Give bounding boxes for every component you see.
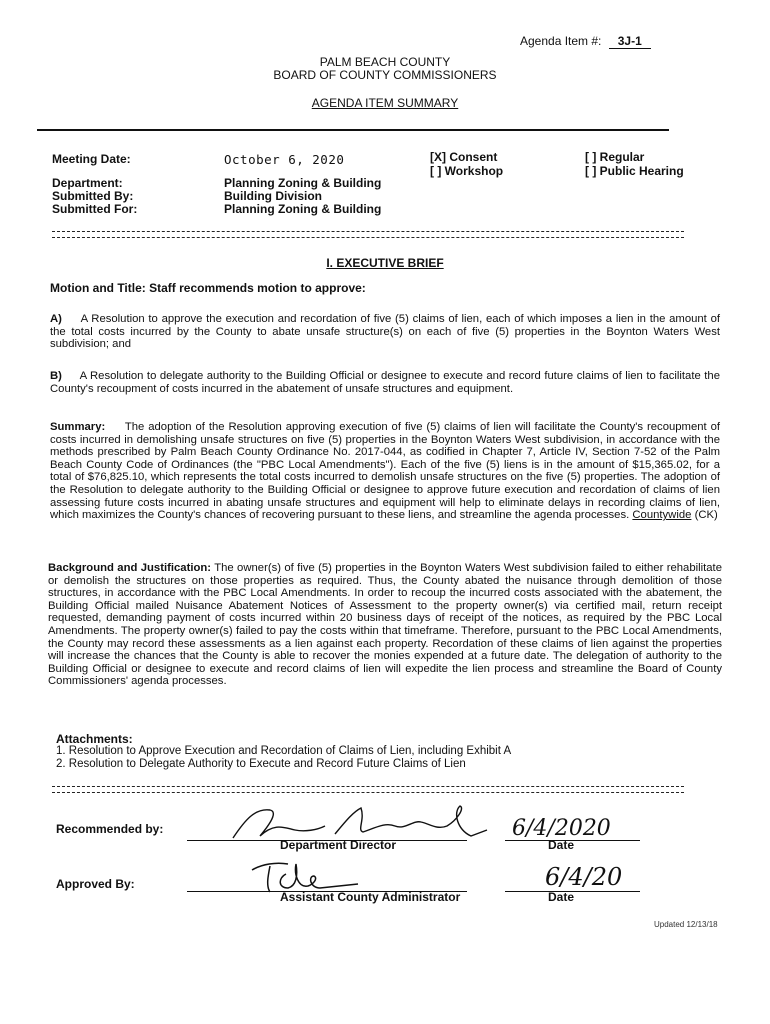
consent-checkbox: [X] Consent: [430, 150, 498, 164]
recommended-by-label: Recommended by:: [56, 822, 164, 836]
motion-b-text: A Resolution to delegate authority to the Building Official or designee to execute and record future claims of lien to facilitate the County's recoupment of costs incurred in the abatement of unsafe structures and equipment.: [50, 370, 720, 395]
org-line-2: BOARD OF COUNTY COMMISSIONERS: [273, 68, 497, 82]
motion-b-label: B): [50, 370, 62, 382]
summary-text: The adoption of the Resolution approving execution of five (5) claims of lien will facilitate the County's recoupment of costs incurred in demolishing unsafe structures on five (5) properties in the Boynton Waters West subdivision, in accordance with the methods prescribed by Palm Beach County Ordinance No. 2017-044, as codified in Chapter 7, Article IV, Section 7-52 of the Palm Beach County Code of Ordinances (the "PBC Local Amendments"). Each of the five (5) liens is in the amount of $15,365.02, for a total of $76,825.10, which represents the total costs incurred to demolish unsafe structures on the five (5) properties. The adoption of the Resolution to delegate authority to the Building Official or designee to approve future execution and recordation of claims of lien assessing future costs incurred in abating unsafe structures and equipment will help to eliminate delays in recording claims of lien, which maximizes the County's chances of recovering pursuant to these liens, and streamline the agenda processes.: [50, 421, 720, 522]
approved-date-label: Date: [548, 890, 575, 904]
meeting-date-value: October 6, 2020: [224, 152, 345, 167]
meeting-date-label: Meeting Date:: [52, 152, 131, 166]
updated-note: Updated 12/13/18: [654, 920, 718, 929]
approved-date: 6/4/20: [545, 863, 623, 891]
attachments-heading: Attachments:: [56, 732, 133, 746]
approved-title: Assistant County Administrator: [280, 890, 461, 904]
background-label: Background and Justification:: [48, 562, 212, 574]
org-line-1: PALM BEACH COUNTY: [319, 55, 451, 69]
recommended-date-label: Date: [548, 838, 575, 852]
submitted-for-label: Submitted For:: [52, 202, 138, 216]
motion-a: [50, 313, 720, 351]
public-hearing-checkbox: [ ] Public Hearing: [585, 164, 684, 178]
department-value: Planning Zoning & Building: [224, 176, 382, 190]
recommended-title: Department Director: [280, 838, 397, 852]
department-label: Department:: [52, 176, 123, 190]
summary-label: Summary:: [50, 421, 106, 433]
submitted-by-value: Building Division: [224, 189, 322, 203]
workshop-checkbox: [ ] Workshop: [430, 164, 504, 178]
summary-countywide: Countywide: [632, 509, 692, 522]
executive-brief-heading: I. EXECUTIVE BRIEF: [326, 256, 444, 270]
agenda-item-number: 3J-1: [609, 34, 651, 49]
motion-a-label: A): [50, 313, 62, 325]
motion-title: Motion and Title: Staff recommends motion to approve:: [50, 281, 366, 295]
submitted-for-value: Planning Zoning & Building: [224, 202, 382, 216]
agenda-item-label: Agenda Item #:: [520, 34, 602, 48]
agenda-item-line: [520, 34, 651, 49]
motion-a-text: A Resolution to approve the execution and recordation of five (5) claims of lien, each of which imposes a lien in the amount of the total costs incurred by the County to abate unsafe structure(s) on each of five (5) properties in the Boynton Waters West subdivision; and: [50, 313, 720, 351]
summary-paragraph: [50, 421, 720, 522]
attachment-item: 2. Resolution to Delegate Authority to Execute and Record Future Claims of Lien: [56, 758, 466, 770]
background-paragraph: [48, 562, 722, 688]
regular-checkbox: [ ] Regular: [585, 150, 645, 164]
director-signature: [225, 800, 495, 842]
header-rule: [37, 129, 669, 131]
background-text: The owner(s) of five (5) properties in the Boynton Waters West subdivision failed to either rehabilitate or demolish the structures on those properties as required. Thus, the County abated the nuisance through demolition of those structures, in accordance with the PBC Local Amendments. In order to recoup the incurred costs associated with the abatement, the Building Official mailed Nuisance Abatement Notices of Assessment to the property owner(s) via certified mail, return receipt requested, demanding payment of costs incurred within 20 business days of receipt of the notices, as required by the PBC Local Amendments. The property owner(s) failed to pay the costs within that timeframe. Therefore, pursuant to the PBC Local Amendments, the County may record these assessments as a lien against each property. Recordation of these claims of lien against the properties will increase the chances that the County is able to recover the monies expended at a future date. The delegation of authority to the Building Official or designee to execute and record claims of lien will expedite the lien process and streamline the Board of County Commissioners' agenda processes.: [48, 562, 722, 688]
page-title: AGENDA ITEM SUMMARY: [311, 96, 459, 110]
summary-initials: (CK): [694, 509, 718, 522]
recommended-date: 6/4/2020: [512, 816, 611, 841]
divider-1: [52, 231, 684, 238]
attachment-item: 1. Resolution to Approve Execution and Recordation of Claims of Lien, including Exhibit A: [56, 745, 512, 757]
divider-2: [52, 786, 684, 793]
motion-b: [50, 370, 720, 395]
submitted-by-label: Submitted By:: [52, 189, 134, 203]
approved-by-label: Approved By:: [56, 877, 135, 891]
